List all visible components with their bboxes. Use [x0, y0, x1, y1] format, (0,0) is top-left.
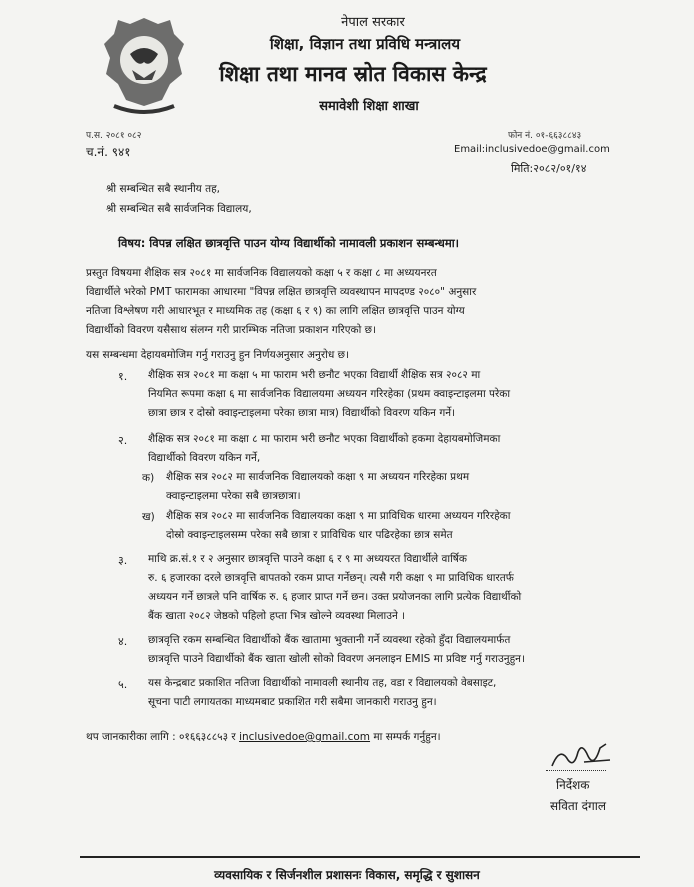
item-5 [148, 674, 678, 712]
sub-item-line: शैक्षिक सत्र २०८२ मा सार्वजनिक विद्यालयका कक्षा ९ मा प्राविधिक धारमा अध्ययन गरिरहेका [166, 510, 511, 522]
item-line: माथि क्र.सं.१ र २ अनुसार छात्रवृत्ति पाउने कक्षा ६ र ९ मा अध्ययरत विद्यार्थीले वार्षिक [148, 553, 467, 565]
item-line: बैंक खाता २०८२ जेष्ठको पहिलो हप्ता भित्र खोल्ने व्यवस्था मिलाउने । [148, 610, 406, 622]
item-number: १. [118, 370, 128, 383]
signature-line [546, 770, 606, 771]
item-line: अध्ययन गर्ने छात्रले पनि वार्षिक रु. ६ हजार प्राप्त गर्ने छन। उक्त प्रयोजनका लागि प्रत्येक विद्यार्थीको [148, 591, 522, 603]
sub-item-label: ख) [142, 511, 155, 523]
sub-item-line: क्वाइन्टाइलमा परेका सबै छात्रछात्रा। [166, 490, 301, 502]
item-2 [148, 430, 678, 468]
item-line: नियमित रूपमा कक्षा ६ मा सार्वजनिक विद्यालयमा अध्ययन गरिरहेका (प्रथम क्वाइन्टाइलमा परेका [148, 388, 511, 400]
footer-motto: व्यवसायिक र सिर्जनशील प्रशासनः विकास, समृद्धि र सुशासन [214, 868, 480, 882]
subject-line: विषय: विपन्न लक्षित छात्रवृत्ति पाउन योग्य विद्यार्थीको नामावली प्रकाशन सम्बन्धमा। [118, 236, 460, 250]
item-number: ५. [118, 678, 128, 691]
contact-email-link[interactable]: inclusivedoe@gmail.com [239, 731, 371, 743]
intro-line: प्रस्तुत विषयमा शैक्षिक सत्र २०८१ मा सार्वजनिक विद्यालयको कक्षा ५ र कक्षा ८ मा अध्ययनरत [86, 267, 437, 279]
sub-item-line: शैक्षिक सत्र २०८२ मा सार्वजनिक विद्यालयको कक्षा ९ मा अध्ययन गरिरहेका प्रथम [166, 471, 470, 483]
intro-paragraph [86, 264, 646, 340]
item-line: शैक्षिक सत्र २०८१ मा कक्षा ५ मा फाराम भरी छनौट भएका विद्यार्थी शैक्षिक सत्र २०८२ मा [148, 369, 481, 381]
signature-scribble [548, 738, 618, 772]
reference-pasa: प.स. २०८१ ०८२ [86, 131, 142, 141]
signatory-title: निर्देशक [556, 778, 590, 792]
item-line: छात्रा छात्र र दोस्रो क्वाइन्टाइलमा परेका छात्रा मात्र) विद्यार्थीको विवरण यकिन गर्ने। [148, 407, 456, 419]
letter-date: मिति:२०८२/०१/१४ [511, 162, 587, 175]
sub-item-ka [166, 468, 666, 506]
reference-chana: च.नं. ९४१ [86, 145, 131, 159]
item-line: शैक्षिक सत्र २०८१ मा कक्षा ८ मा फाराम भरी छनौट भएका विद्यार्थीको हकमा देहायबमोजिमका [148, 433, 501, 445]
item-line: सूचना पाटी लगायतका माध्यमबाट प्रकाशित गरी सबैमा जानकारी गराउनु हुन। [148, 696, 437, 708]
item-number: ४. [118, 635, 128, 648]
section-title: समावेशी शिक्षा शाखा [319, 99, 419, 114]
sub-item-label: क) [142, 472, 155, 484]
sub-item-line: दोस्रो क्वाइन्टाइलसम्म परेका सबै छात्रा र प्राविधिक धार पढिरहेका छात्र समेत [166, 529, 453, 541]
ministry-title: शिक्षा, विज्ञान तथा प्रविधि मन्त्रालय [269, 35, 461, 53]
sub-item-kha [166, 507, 666, 545]
item-3 [148, 550, 678, 626]
government-title: नेपाल सरकार [341, 15, 405, 30]
item-number: ३. [118, 554, 128, 567]
request-line: यस सम्बन्धमा देहायबमोजिम गर्नु गराउनु हुन निर्णयअनुसार अनुरोध छ। [86, 349, 350, 361]
intro-line: विद्यार्थीको विवरण यसैसाथ संलग्न गरी प्रारम्भिक नतिजा प्रकाशन गरिएको छ। [86, 324, 376, 336]
intro-line: विद्यार्थीले भरेको PMT फारामका आधारमा "विपन्न लक्षित छात्रवृत्ति व्यवस्थापन मापदण्ड २०८०" अनुसार [86, 286, 477, 298]
signatory-name: सविता दंगाल [550, 799, 607, 813]
item-line: विद्यार्थीको विवरण यकिन गर्ने, [148, 452, 261, 464]
recipient-schools: श्री सम्बन्धित सबै सार्वजनिक विद्यालय, [106, 203, 252, 215]
center-title: शिक्षा तथा मानव स्रोत विकास केन्द्र [219, 62, 487, 86]
item-line: रु. ६ हजारका दरले छात्रवृत्ति बापतको रकम प्राप्त गर्नेछन्। त्यसै गरी कक्षा ९ मा प्राविधिक धारतर्फ [148, 572, 514, 584]
item-line: यस केन्द्रबाट प्रकाशित नतिजा विद्यार्थीको नामावली स्थानीय तह, वडा र विद्यालयको वेबसाइट, [148, 677, 497, 689]
email-address: Email:inclusivedoe@gmail.com [454, 144, 610, 155]
item-line: छात्रवृत्ति रकम सम्बन्धित विद्यार्थीको बैंक खातामा भुक्तानी गर्ने व्यवस्था रहेको हुँदा विद्यालयमार्फत [148, 634, 511, 646]
item-4 [148, 631, 678, 669]
recipient-local-level: श्री सम्बन्धित सबै स्थानीय तह, [106, 183, 221, 195]
phone-number: फोन नं. ०१-६६३८८४३ [508, 131, 582, 141]
intro-line: नतिजा विश्लेषण गरी आधारभूत र माध्यमिक तह (कक्षा ६ र ९) का लागि लक्षित छात्रवृत्ति पाउन योग्य [86, 305, 465, 317]
footer-divider [80, 856, 640, 858]
contact-suffix: मा सम्पर्क गर्नुहुन। [373, 731, 441, 743]
item-number: २. [118, 434, 128, 447]
item-1 [148, 366, 678, 423]
contact-prefix: थप जानकारीका लागि : ०१६६३८८५३ र [86, 731, 236, 743]
item-line: छात्रवृत्ति पाउने विद्यार्थीको बैंक खाता खोली सोको विवरण अनलाइन EMIS मा प्रविष्ट गर्नु गराउनुहुन। [148, 653, 525, 665]
contact-line [86, 728, 441, 747]
